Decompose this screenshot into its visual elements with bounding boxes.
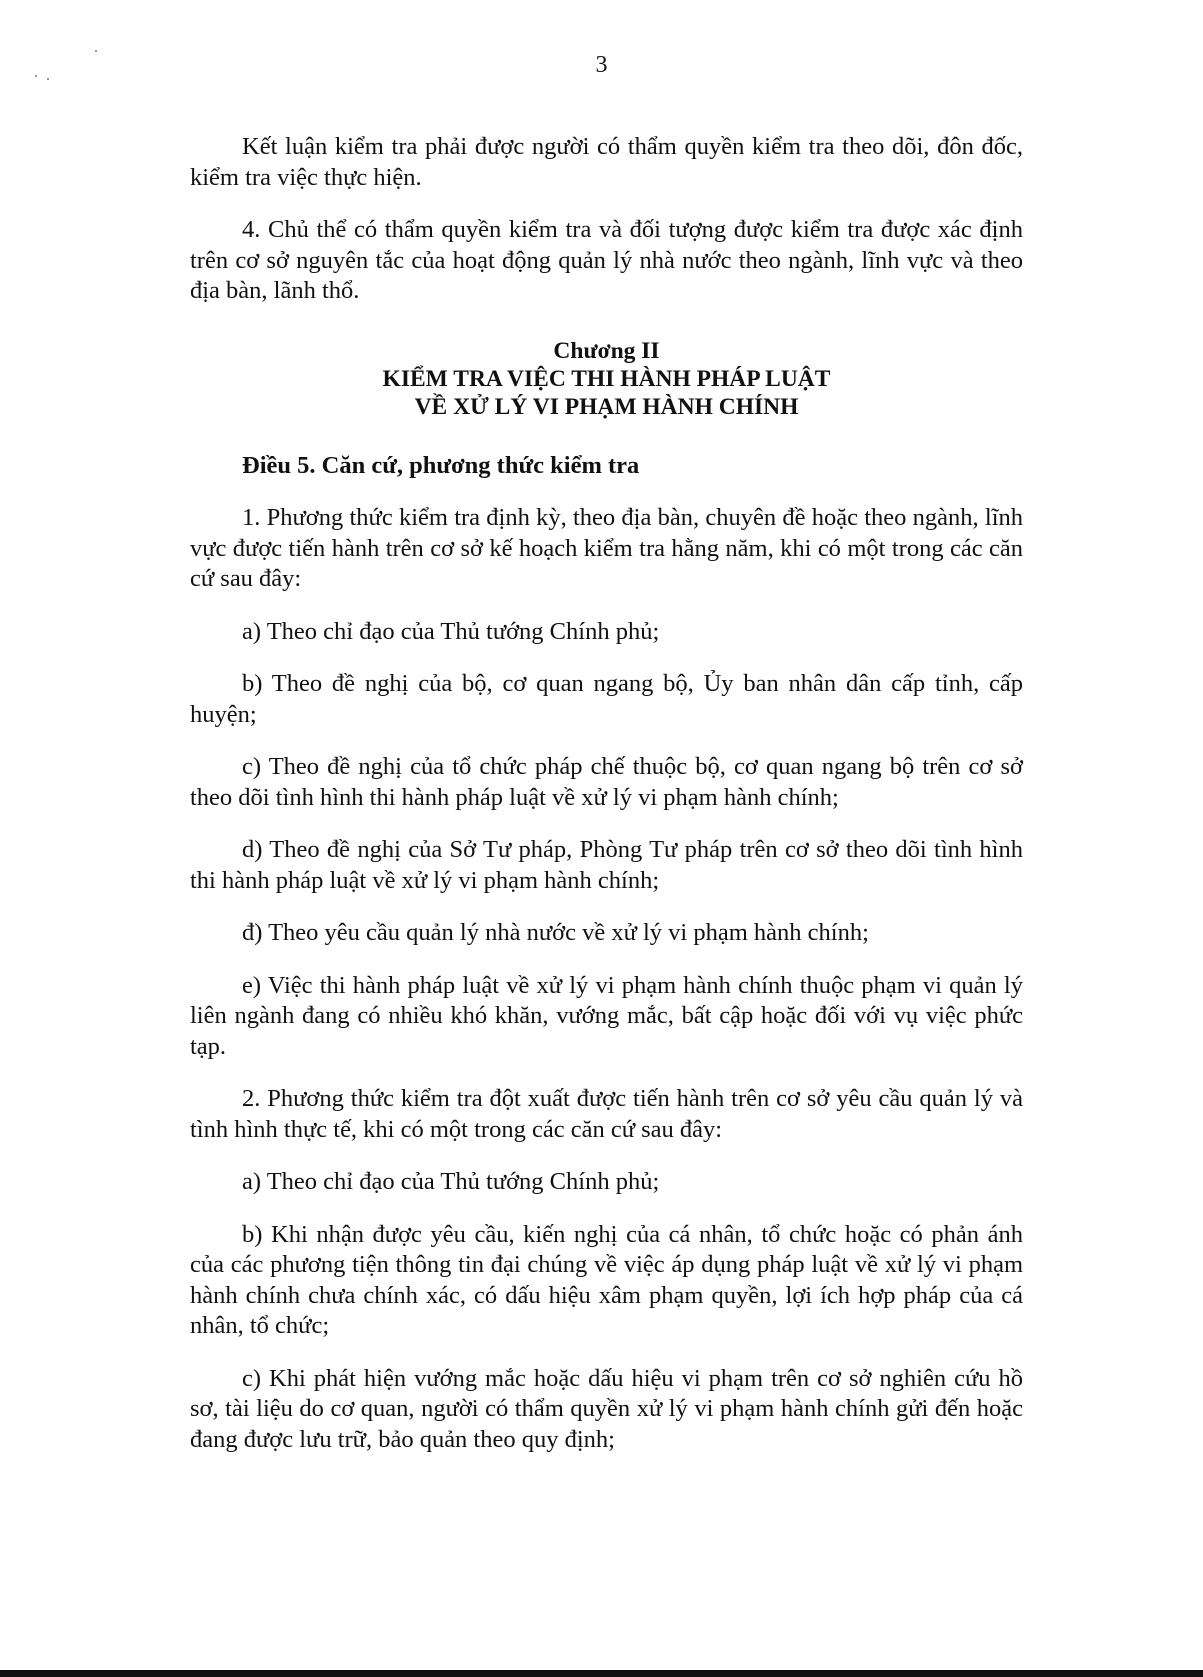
scan-speck — [35, 75, 37, 77]
chapter-number: Chương II — [553, 337, 660, 364]
document-body — [190, 132, 1023, 1477]
paragraph: e) Việc thi hành pháp luật về xử lý vi phạm hành chính thuộc phạm vi quản lý liên ngành đang có nhiều khó khăn, vướng mắc, bất cập hoặc đối với vụ việc phức tạp. — [190, 971, 1023, 1060]
paragraph: a) Theo chỉ đạo của Thủ tướng Chính phủ; — [242, 1168, 660, 1195]
article-heading: Điều 5. Căn cứ, phương thức kiểm tra — [242, 451, 640, 479]
chapter-heading — [190, 337, 1023, 421]
paragraph: 1. Phương thức kiểm tra định kỳ, theo địa bàn, chuyên đề hoặc theo ngành, lĩnh vực được tiến hành trên cơ sở kế hoạch kiểm tra hằng năm, khi có một trong các căn cứ sau đây: — [190, 504, 1023, 592]
paragraph: 2. Phương thức kiểm tra đột xuất được tiến hành trên cơ sở yêu cầu quản lý và tình hình thực tế, khi có một trong các căn cứ sau đây: — [190, 1085, 1023, 1143]
chapter-title-line: KIỂM TRA VIỆC THI HÀNH PHÁP LUẬT — [382, 365, 831, 392]
paragraph: b) Khi nhận được yêu cầu, kiến nghị của cá nhân, tổ chức hoặc có phản ánh của các phương tiện thông tin đại chúng về việc áp dụng pháp luật về xử lý vi phạm hành chính chưa chính xác, có dấu hiệu xâm phạm quyền, lợi ích hợp pháp của cá nhân, tổ chức; — [190, 1220, 1023, 1339]
page-number: 3 — [595, 52, 608, 78]
paragraph: a) Theo chỉ đạo của Thủ tướng Chính phủ; — [242, 617, 660, 645]
paragraph: b) Theo đề nghị của bộ, cơ quan ngang bộ, Ủy ban nhân dân cấp tỉnh, cấp huyện; — [190, 670, 1023, 728]
paragraph: c) Khi phát hiện vướng mắc hoặc dấu hiệu vi phạm trên cơ sở nghiên cứu hồ sơ, tài liệu do cơ quan, người có thẩm quyền xử lý vi phạm hành chính gửi đến hoặc đang được lưu trữ, bảo quản theo quy định; — [190, 1364, 1023, 1453]
chapter-title-line: VỀ XỬ LÝ VI PHẠM HÀNH CHÍNH — [414, 393, 799, 420]
scan-speck — [95, 50, 97, 52]
paragraph: đ) Theo yêu cầu quản lý nhà nước về xử lý vi phạm hành chính; — [242, 919, 869, 946]
paragraph: Kết luận kiểm tra phải được người có thẩm quyền kiểm tra theo dõi, đôn đốc, kiểm tra việc thực hiện. — [190, 133, 1023, 191]
paragraph: 4. Chủ thể có thẩm quyền kiểm tra và đối tượng được kiểm tra được xác định trên cơ sở nguyên tắc của hoạt động quản lý nhà nước theo ngành, lĩnh vực và theo địa bàn, lãnh thổ. — [190, 216, 1023, 304]
paragraph: c) Theo đề nghị của tổ chức pháp chế thuộc bộ, cơ quan ngang bộ trên cơ sở theo dõi tình hình thi hành pháp luật về xử lý vi phạm hành chính; — [190, 753, 1023, 811]
scan-border — [0, 1670, 1203, 1677]
scan-speck — [47, 78, 49, 80]
paragraph: d) Theo đề nghị của Sở Tư pháp, Phòng Tư pháp trên cơ sở theo dõi tình hình thi hành pháp luật về xử lý vi phạm hành chính; — [190, 836, 1023, 894]
